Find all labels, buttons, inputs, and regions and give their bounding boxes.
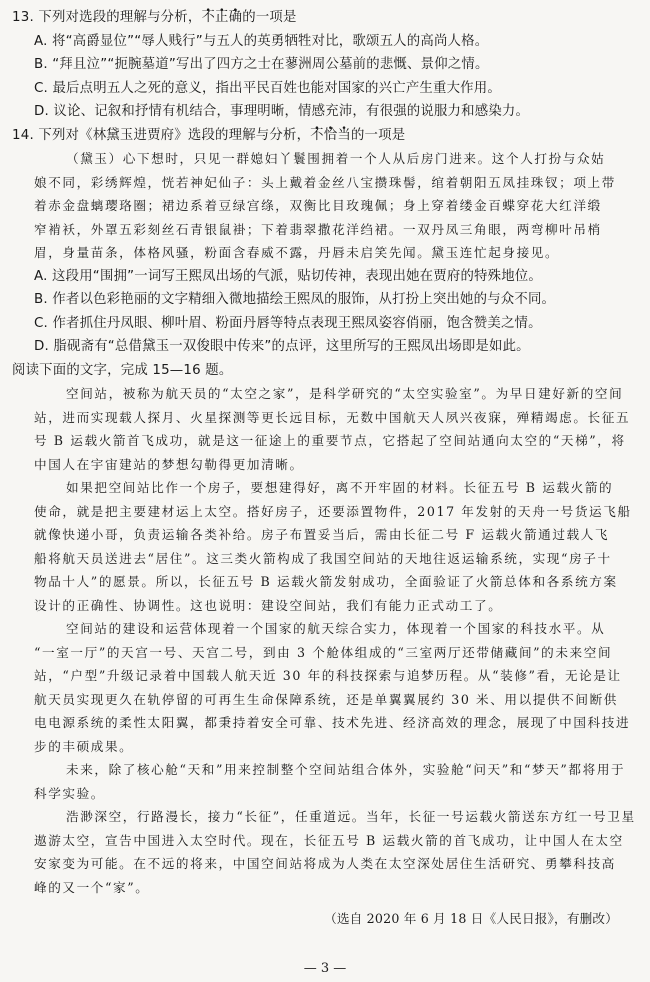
- page-number: — 3 —: [303, 961, 347, 976]
- article-line: 物品十人”的愿景。所以，长征五号 B 运载火箭发射成功，全面验证了火箭总体和各系统方案: [34, 574, 618, 589]
- article-paragraph-4: [12, 758, 640, 805]
- article-line: 步的丰硕成果。: [34, 738, 134, 754]
- q13-option-a: A. 将“高爵显位”“辱人贱行”与五人的英勇牺牲对比，歌颂五人的高尚人格。: [34, 33, 489, 49]
- article-line: 遨游太空，宣告中国进入太空时代。现在，长征五号 B 运载火箭的首飞成功，让中国人在太空: [34, 832, 624, 848]
- q14-emph-3: 当: [337, 127, 351, 143]
- q14-passage-line: 眉，身量苗条，体格风骚，粉面含春威不露，丹唇未启笑先闻。黛玉连忙起身接见。: [34, 245, 560, 260]
- q13-option-b: B. “拜且泣”“扼腕墓道”写出了四方之士在蓼洲周公墓前的悲慨、景仰之情。: [34, 57, 489, 72]
- article-line: 设计的正确性、协调性。这也说明：建设空间站，我们有能力正式动工了。: [34, 597, 503, 613]
- article-line: 浩渺深空，行路漫长，接力“长征”，任重道远。当年，长征一号运载火箭送东方红一号卫星: [66, 809, 636, 824]
- q14-stem: [12, 124, 640, 148]
- article-line: 空间站的建设和运营体现着一个国家的航天综合实力，体现着一个国家的科技水平。从: [66, 621, 606, 636]
- article-line: 站，“户型”升级记录着中国载人航天近 30 年的科技探索与追梦历程。从“装修”看，无论是让: [34, 668, 622, 683]
- article-line: 电电源系统的柔性太阳翼，都秉持着安全可靠、技术先进、经济高效的理念，展现了中国科技进: [34, 715, 631, 730]
- q14-passage-line: 窄褃袄，外罩五彩刻丝石青银鼠褂；下着翡翠撒花洋绉裙。一双丹凤三角眼，两弯柳叶吊梢: [34, 221, 602, 237]
- q13-option-d: D. 议论、记叙和抒情有机结合，事理明晰，情感充沛，有很强的说服力和感染力。: [34, 104, 530, 119]
- article-line: “一室一厅”的天宫一号、天宫二号，到由 3 个舱体组成的“三室两厅还带储藏间”的未来空间: [34, 644, 613, 660]
- q14-emph-1: 不: [310, 127, 324, 143]
- article-line: 安家变为可能。在不远的将来，中国空间站将成为人类在太空深处居住生活研究、勇攀科技高: [34, 856, 616, 871]
- q14-passage-line: 娘不同，彩绣辉煌，恍若神妃仙子：头上戴着金丝八宝攒珠髻，绾着朝阳五凤挂珠钗；项上带: [34, 174, 616, 190]
- article-line: 号 B 运载火箭首飞成功，就是这一征途上的重要节点，它搭起了空间站通向太空的“天梯”，将: [34, 433, 626, 448]
- q14-option-a: A. 这段用“围拥”一词写王熙凤出场的气派，贴切传神，表现出她在贾府的特殊地位。: [34, 268, 542, 284]
- article-line: 科学实验。: [34, 785, 105, 801]
- article-line: 空间站，被称为航天员的“太空之家”，是科学研究的“太空实验室”。为早日建好新的空间: [66, 386, 624, 401]
- q13-prefix: 13. 下列对选段的理解与分析，: [12, 10, 202, 25]
- article-line: 峰的又一个“家”。: [34, 879, 150, 895]
- q13-emph-2: 正: [215, 10, 229, 25]
- q14-emph-2: 恰: [323, 127, 338, 143]
- article-line: 未来，除了核心舱“天和”用来控制整个空间站组合体外，实验舱“问天”和“梦天”都将用于: [66, 762, 626, 777]
- q13-emph-1: 不: [201, 10, 216, 25]
- article-line: 站，进而实现载人探月、火星探测等更长远目标，无数中国航天人夙兴夜寐，殚精竭虑。长征五: [34, 409, 631, 425]
- article-source: （选自 2020 年 6 月 18 日《人民日报》，有删改）: [324, 911, 618, 926]
- article-line: 如果把空间站比作一个房子，要想建得好，离不开牢固的材料。长征五号 B 运载火箭的: [66, 480, 614, 495]
- article-line: 航天员实现更久在轨停留的可再生生命保障系统，还是单翼翼展约 30 米、用以提供不间断供: [34, 691, 618, 707]
- q13-stem: [12, 6, 640, 30]
- q14-prefix: 14. 下列对《林黛玉进贾府》选段的理解与分析，: [12, 127, 311, 143]
- article-line: 中国人在宇宙建站的梦想勾勒得更加清晰。: [34, 456, 304, 472]
- q14-suffix: 的一项是: [350, 127, 406, 143]
- q13-emph-3: 确: [228, 10, 243, 25]
- article-line: 使命，就是把主要建材运上太空。搭好房子，还要添置物件，2017 年发射的天舟一号货运飞船: [34, 503, 632, 519]
- q14-passage-line: 着赤金盘螭璎珞圈；裙边系着豆绿宫绦，双衡比目玫瑰佩；身上穿着缕金百蝶穿花大红洋缎: [34, 198, 602, 213]
- q13-option-c: C. 最后点明五人之死的意义，指出平民百姓也能对国家的兴亡产生重大作用。: [34, 80, 501, 96]
- article-line: 船将航天员送进去“居住”。这三类火箭构成了我国空间站的天地往返运输系统，实现“房子十: [34, 550, 612, 566]
- q14-passage-line: （黛玉）心下想时，只见一群媳妇丫鬟围拥着一个人从后房门进来。这个人打扮与众姑: [66, 151, 606, 166]
- article-paragraph-3: [12, 617, 640, 758]
- q14-option-b: B. 作者以色彩艳丽的文字精细入微地描绘王熙凤的服饰，从打扮上突出她的与众不同。: [34, 292, 556, 307]
- q13-suffix: 的一项是: [242, 10, 297, 25]
- article-paragraph-2: [12, 476, 640, 617]
- article-line: 就像快递小哥，负责运输各类补给。房子布置妥当后，需由长征二号 F 运载火箭通过载人飞: [34, 527, 610, 542]
- reading-intro: 阅读下面的文字，完成 15—16 题。: [12, 362, 233, 378]
- q14-option-d: D. 脂砚斋有“总借黛玉一双俊眼中传来”的点评，这里所写的王熙凤出场即是如此。: [34, 339, 530, 354]
- article-paragraph-5: [12, 805, 640, 899]
- q14-option-c: C. 作者抓住丹凤眼、柳叶眉、粉面丹唇等特点表现王熙凤姿容俏丽，饱含赞美之情。: [34, 315, 542, 331]
- article-paragraph-1: [12, 382, 640, 476]
